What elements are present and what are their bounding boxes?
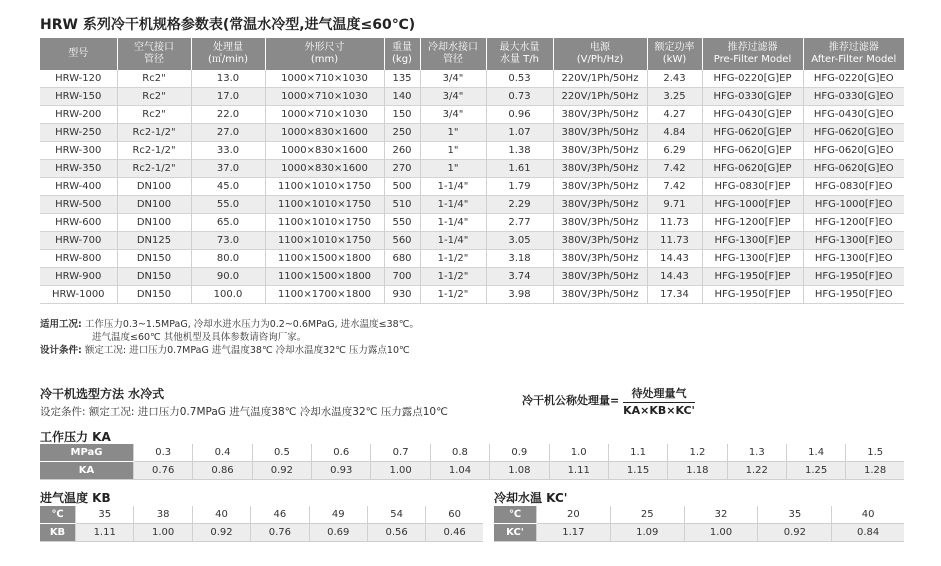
table-cell: 1" xyxy=(420,142,486,160)
ka-value-cell: 0.92 xyxy=(252,462,311,480)
table-cell: 3/4" xyxy=(420,88,486,106)
table-cell: 1-1/2" xyxy=(420,268,486,286)
table-cell: 2.43 xyxy=(647,70,702,88)
ka-value-cell: 0.93 xyxy=(312,462,371,480)
table-cell: Rc2" xyxy=(117,70,191,88)
table-row xyxy=(40,160,904,178)
table-cell: 220V/1Ph/50Hz xyxy=(553,88,647,106)
table-cell: 7.42 xyxy=(647,178,702,196)
kb-value-cell: 0.92 xyxy=(192,524,250,542)
table-cell: HFG-1200[F]EO xyxy=(803,214,904,232)
ka-pressure-cell: 0.7 xyxy=(371,444,430,462)
table-cell: 140 xyxy=(384,88,420,106)
table-cell: HRW-200 xyxy=(55,108,102,120)
table-cell: 380V/3Ph/50Hz xyxy=(553,196,647,214)
table-cell: 11.73 xyxy=(647,214,702,232)
table-cell: 17.0 xyxy=(191,88,265,106)
table-cell: HFG-0620[G]EP xyxy=(702,124,803,142)
table-cell: 220V/1Ph/50Hz xyxy=(553,70,647,88)
spec-header-line: Pre-Filter Model xyxy=(713,54,792,65)
table-cell: 9.71 xyxy=(647,196,702,214)
ka-value-cell: 1.28 xyxy=(846,462,904,480)
table-cell: 14.43 xyxy=(647,268,702,286)
ka-pressure-cell: 1.0 xyxy=(549,444,608,462)
ka-pressure-cell: 0.8 xyxy=(430,444,489,462)
kb-temp-cell: 54 xyxy=(367,506,425,524)
table-cell: HFG-0620[G]EO xyxy=(803,142,904,160)
spec-header-cell xyxy=(265,38,384,70)
ka-pressure-cell: 0.3 xyxy=(134,444,193,462)
table-cell: 1.79 xyxy=(486,178,553,196)
kc-value-cell: 0.92 xyxy=(758,524,832,542)
table-cell: HFG-0430[G]EO xyxy=(803,106,904,124)
table-cell: 1000×830×1600 xyxy=(265,160,384,178)
table-cell: 17.34 xyxy=(647,286,702,304)
table-cell: 380V/3Ph/50Hz xyxy=(553,214,647,232)
formula-denominator: KA×KB×KC' xyxy=(623,404,695,417)
kb-value-cell: 0.69 xyxy=(309,524,367,542)
ka-title: 工作压力 KA xyxy=(40,430,111,444)
kc-value-cell: 0.84 xyxy=(832,524,904,542)
kc-value-cell: 1.17 xyxy=(537,524,611,542)
ka-value-cell: 0.76 xyxy=(134,462,193,480)
table-cell: HRW-350 xyxy=(55,162,102,174)
kc-title: 冷却水温 KC' xyxy=(494,491,568,505)
table-row xyxy=(40,250,904,268)
table-cell: 13.0 xyxy=(191,70,265,88)
ka-pressure-cell: 0.6 xyxy=(312,444,371,462)
ka-pressure-cell: 1.1 xyxy=(608,444,667,462)
table-cell: 0.96 xyxy=(486,106,553,124)
table-cell: HRW-150 xyxy=(55,90,102,102)
table-cell: 680 xyxy=(384,250,420,268)
table-cell: 260 xyxy=(384,142,420,160)
table-cell: 1000×830×1600 xyxy=(265,142,384,160)
spec-header-cell xyxy=(191,38,265,70)
table-cell: HFG-0830[F]EO xyxy=(803,178,904,196)
table-cell: 2.29 xyxy=(486,196,553,214)
table-cell: 1100×1010×1750 xyxy=(265,232,384,250)
table-cell: HRW-800 xyxy=(55,252,102,264)
table-cell: 100.0 xyxy=(191,286,265,304)
table-cell: DN125 xyxy=(117,232,191,250)
kc-temp-cell: 25 xyxy=(610,506,684,524)
kb-value-cell: 0.46 xyxy=(426,524,483,542)
spec-header-line: 最大水量 xyxy=(499,42,540,53)
table-cell: HFG-1300[F]EO xyxy=(803,232,904,250)
table-cell: 3/4" xyxy=(420,106,486,124)
table-cell: 380V/3Ph/50Hz xyxy=(553,232,647,250)
spec-header-cell xyxy=(486,38,553,70)
table-cell: HFG-1300[F]EP xyxy=(702,250,803,268)
kc-temp-cell: 32 xyxy=(684,506,758,524)
table-cell: 380V/3Ph/50Hz xyxy=(553,160,647,178)
spec-header-cell xyxy=(553,38,647,70)
table-row xyxy=(40,286,904,304)
spec-header-cell xyxy=(647,38,702,70)
kc-row2-label: KC' xyxy=(494,524,537,542)
table-cell: 1.61 xyxy=(486,160,553,178)
working-conditions-label: 适用工况: xyxy=(40,319,82,330)
spec-header-line: (kg) xyxy=(392,54,412,65)
table-cell: Rc2" xyxy=(117,106,191,124)
kb-value-cell: 0.76 xyxy=(251,524,309,542)
ka-value-cell: 1.18 xyxy=(668,462,727,480)
ka-table xyxy=(40,444,904,480)
kb-row1-label: ℃ xyxy=(40,506,76,524)
table-cell: 250 xyxy=(384,124,420,142)
spec-header-line: (mm) xyxy=(310,54,339,65)
spec-header-cell xyxy=(40,38,117,70)
table-cell: 380V/3Ph/50Hz xyxy=(553,178,647,196)
table-cell: HFG-1000[F]EP xyxy=(702,196,803,214)
table-cell: 1100×1500×1800 xyxy=(265,250,384,268)
ka-pressure-cell: 1.5 xyxy=(846,444,904,462)
spec-header-line: 处理量 xyxy=(213,42,243,53)
formula-numerator: 待处理量气 xyxy=(623,385,695,403)
table-cell: HFG-1300[F]EP xyxy=(702,232,803,250)
ka-value-cell: 1.04 xyxy=(430,462,489,480)
table-cell: 270 xyxy=(384,160,420,178)
kb-temp-cell: 38 xyxy=(134,506,192,524)
table-cell: HFG-0620[G]EO xyxy=(803,124,904,142)
kb-value-cell: 1.11 xyxy=(76,524,134,542)
kc-temp-cell: 35 xyxy=(758,506,832,524)
table-cell: 3.74 xyxy=(486,268,553,286)
table-cell: 700 xyxy=(384,268,420,286)
kb-temp-cell: 60 xyxy=(426,506,483,524)
table-cell: 80.0 xyxy=(191,250,265,268)
table-cell: 1-1/4" xyxy=(420,214,486,232)
table-cell: DN150 xyxy=(117,268,191,286)
table-cell: DN100 xyxy=(117,196,191,214)
table-row xyxy=(40,232,904,250)
table-row xyxy=(40,196,904,214)
spec-header-line: 推荐过滤器 xyxy=(727,42,778,53)
spec-header-line: 外形尺寸 xyxy=(304,42,345,53)
table-cell: 3.98 xyxy=(486,286,553,304)
ka-value-cell: 0.86 xyxy=(193,462,252,480)
table-cell: 135 xyxy=(384,70,420,88)
table-cell: HFG-0620[G]EP xyxy=(702,160,803,178)
table-row xyxy=(40,142,904,160)
spec-header-line: 管径 xyxy=(144,54,164,65)
kc-table xyxy=(494,506,904,542)
spec-header-line: 管径 xyxy=(443,54,463,65)
ka-pressure-cell: 0.9 xyxy=(490,444,549,462)
table-cell: 380V/3Ph/50Hz xyxy=(553,106,647,124)
table-cell: 65.0 xyxy=(191,214,265,232)
ka-row2-label: KA xyxy=(40,462,134,480)
table-cell: HFG-0620[G]EP xyxy=(702,142,803,160)
spec-header-cell xyxy=(384,38,420,70)
selection-title: 冷干机选型方法 水冷式 xyxy=(40,387,165,401)
table-cell: Rc2" xyxy=(117,88,191,106)
table-cell: 6.29 xyxy=(647,142,702,160)
table-cell: DN150 xyxy=(117,250,191,268)
table-cell: HFG-1950[F]EP xyxy=(702,268,803,286)
ka-pressure-cell: 0.4 xyxy=(193,444,252,462)
spec-header-cell xyxy=(803,38,904,70)
kb-temp-cell: 49 xyxy=(309,506,367,524)
ka-value-cell: 1.25 xyxy=(786,462,845,480)
table-cell: 1000×710×1030 xyxy=(265,88,384,106)
ka-pressure-row xyxy=(40,444,904,462)
kb-value-cell: 1.00 xyxy=(134,524,192,542)
kb-row2-label: KB xyxy=(40,524,76,542)
table-cell: 1-1/2" xyxy=(420,286,486,304)
table-cell: 1100×1700×1800 xyxy=(265,286,384,304)
table-cell: 1100×1500×1800 xyxy=(265,268,384,286)
table-cell: 0.53 xyxy=(486,70,553,88)
table-cell: HRW-700 xyxy=(55,234,102,246)
table-cell: DN100 xyxy=(117,178,191,196)
table-row xyxy=(40,214,904,232)
table-cell: HFG-0830[F]EP xyxy=(702,178,803,196)
table-cell: HFG-0330[G]EP xyxy=(702,88,803,106)
table-cell: 2.77 xyxy=(486,214,553,232)
table-cell: 500 xyxy=(384,178,420,196)
table-cell: 1100×1010×1750 xyxy=(265,178,384,196)
table-cell: HRW-1000 xyxy=(51,288,105,300)
table-cell: 3.18 xyxy=(486,250,553,268)
table-cell: 380V/3Ph/50Hz xyxy=(553,268,647,286)
design-conditions-note xyxy=(40,344,410,357)
kb-value-cell: 0.56 xyxy=(367,524,425,542)
table-cell: 73.0 xyxy=(191,232,265,250)
table-cell: 1.07 xyxy=(486,124,553,142)
table-cell: HRW-400 xyxy=(55,180,102,192)
table-cell: 1000×710×1030 xyxy=(265,70,384,88)
table-row xyxy=(40,124,904,142)
table-cell: HFG-1950[F]EP xyxy=(702,286,803,304)
table-cell: 14.43 xyxy=(647,250,702,268)
ka-value-row xyxy=(40,462,904,480)
spec-header-line: 水量 T/h xyxy=(500,54,539,65)
ka-value-cell: 1.22 xyxy=(727,462,786,480)
kb-temp-row xyxy=(40,506,483,524)
table-cell: 27.0 xyxy=(191,124,265,142)
ka-value-cell: 1.00 xyxy=(371,462,430,480)
table-cell: 0.73 xyxy=(486,88,553,106)
working-conditions-note xyxy=(40,318,419,331)
spec-header-cell xyxy=(702,38,803,70)
spec-header-line: (㎥/min) xyxy=(207,54,249,65)
table-cell: Rc2-1/2" xyxy=(117,160,191,178)
table-cell: 930 xyxy=(384,286,420,304)
table-cell: 1" xyxy=(420,160,486,178)
table-cell: 1000×830×1600 xyxy=(265,124,384,142)
table-cell: 90.0 xyxy=(191,268,265,286)
spec-header-line: 额定功率 xyxy=(654,42,695,53)
kc-value-cell: 1.00 xyxy=(684,524,758,542)
table-cell: HFG-1950[F]EO xyxy=(803,286,904,304)
table-cell: 1.38 xyxy=(486,142,553,160)
design-conditions-label: 设计条件: xyxy=(40,345,82,356)
kb-temp-cell: 40 xyxy=(192,506,250,524)
table-cell: 380V/3Ph/50Hz xyxy=(553,286,647,304)
table-cell: HFG-0220[G]EP xyxy=(702,70,803,88)
kc-temp-row xyxy=(494,506,904,524)
table-row xyxy=(40,268,904,286)
spec-header-line: 电源 xyxy=(590,42,610,53)
table-cell: 4.84 xyxy=(647,124,702,142)
table-cell: 380V/3Ph/50Hz xyxy=(553,250,647,268)
selection-formula xyxy=(522,385,695,417)
spec-header-line: (kW) xyxy=(662,54,687,65)
selection-conditions: 设定条件: 额定工况: 进口压力0.7MPaG 进气温度38℃ 冷却水温度32℃ 压力露点10℃ xyxy=(40,406,448,418)
spec-header-line: 推荐过滤器 xyxy=(828,42,879,53)
table-cell: HRW-900 xyxy=(55,270,102,282)
table-cell: 1-1/4" xyxy=(420,196,486,214)
table-cell: 510 xyxy=(384,196,420,214)
table-cell: HFG-0330[G]EO xyxy=(803,88,904,106)
spec-header-line: (V/Ph/Hz) xyxy=(576,54,624,65)
kb-temp-cell: 46 xyxy=(251,506,309,524)
ka-value-cell: 1.15 xyxy=(608,462,667,480)
kc-value-cell: 1.09 xyxy=(610,524,684,542)
table-cell: 37.0 xyxy=(191,160,265,178)
table-cell: 380V/3Ph/50Hz xyxy=(553,124,647,142)
formula-left: 冷干机公称处理量= xyxy=(522,394,620,407)
kc-temp-cell: 40 xyxy=(832,506,904,524)
table-cell: HFG-1300[F]EO xyxy=(803,250,904,268)
table-cell: 3.05 xyxy=(486,232,553,250)
table-cell: 33.0 xyxy=(191,142,265,160)
table-cell: 45.0 xyxy=(191,178,265,196)
spec-table-body xyxy=(40,70,904,304)
table-cell: HFG-0620[G]EO xyxy=(803,160,904,178)
spec-header-line: After-Filter Model xyxy=(811,54,897,65)
table-cell: 380V/3Ph/50Hz xyxy=(553,142,647,160)
table-cell: HFG-0220[G]EO xyxy=(803,70,904,88)
table-cell: HFG-1200[F]EP xyxy=(702,214,803,232)
spec-table-header xyxy=(40,38,904,70)
page-title: HRW 系列冷干机规格参数表(常温水冷型,进气温度≤60℃) xyxy=(40,17,416,33)
table-cell: DN100 xyxy=(117,214,191,232)
working-conditions-line1: 工作压力0.3~1.5MPaG, 冷却水进水压力为0.2~0.6MPaG, 进水温度≤38℃。 xyxy=(84,319,419,330)
table-cell: 1100×1010×1750 xyxy=(265,196,384,214)
table-cell: 550 xyxy=(384,214,420,232)
table-cell: 1-1/4" xyxy=(420,232,486,250)
table-cell: 3.25 xyxy=(647,88,702,106)
table-cell: 1" xyxy=(420,124,486,142)
table-cell: Rc2-1/2" xyxy=(117,124,191,142)
kb-value-row xyxy=(40,524,483,542)
table-cell: 4.27 xyxy=(647,106,702,124)
spec-header-line: 重量 xyxy=(392,42,412,53)
spec-header-line: 型号 xyxy=(68,48,89,59)
ka-value-cell: 1.08 xyxy=(490,462,549,480)
table-row xyxy=(40,88,904,106)
spec-table xyxy=(40,38,904,304)
table-cell: 150 xyxy=(384,106,420,124)
table-row xyxy=(40,106,904,124)
kc-temp-cell: 20 xyxy=(537,506,611,524)
working-conditions-line2: 进气温度≤60℃ 其他机型及具体参数请咨询厂家。 xyxy=(92,332,307,343)
table-cell: HRW-120 xyxy=(55,72,102,84)
table-cell: HRW-300 xyxy=(55,144,102,156)
ka-pressure-cell: 1.2 xyxy=(668,444,727,462)
spec-header-line: 空气接口 xyxy=(134,42,174,53)
table-cell: HFG-1000[F]EO xyxy=(803,196,904,214)
table-row xyxy=(40,178,904,196)
table-cell: Rc2-1/2" xyxy=(117,142,191,160)
table-cell: HRW-500 xyxy=(55,198,102,210)
ka-row1-label: MPaG xyxy=(40,444,134,462)
table-cell: 3/4" xyxy=(420,70,486,88)
table-cell: 1000×710×1030 xyxy=(265,106,384,124)
spec-header-cell xyxy=(420,38,486,70)
table-cell: HFG-1950[F]EO xyxy=(803,268,904,286)
table-cell: HFG-0430[G]EP xyxy=(702,106,803,124)
ka-pressure-cell: 0.5 xyxy=(252,444,311,462)
table-cell: 1100×1010×1750 xyxy=(265,214,384,232)
ka-pressure-cell: 1.3 xyxy=(727,444,786,462)
table-cell: DN150 xyxy=(117,286,191,304)
table-cell: 55.0 xyxy=(191,196,265,214)
table-cell: 11.73 xyxy=(647,232,702,250)
kb-temp-cell: 35 xyxy=(76,506,134,524)
table-cell: 1-1/2" xyxy=(420,250,486,268)
table-cell: 7.42 xyxy=(647,160,702,178)
spec-header-line: 冷却水接口 xyxy=(428,42,478,53)
formula-fraction xyxy=(623,385,695,417)
design-conditions-text: 额定工况: 进口压力0.7MPaG 进气温度38℃ 冷却水温度32℃ 压力露点10℃ xyxy=(84,345,410,356)
table-cell: 560 xyxy=(384,232,420,250)
kc-value-row xyxy=(494,524,904,542)
table-row xyxy=(40,70,904,88)
table-cell: 22.0 xyxy=(191,106,265,124)
table-cell: HRW-600 xyxy=(55,216,102,228)
ka-value-cell: 1.11 xyxy=(549,462,608,480)
table-cell: 1-1/4" xyxy=(420,178,486,196)
spec-header-cell xyxy=(117,38,191,70)
ka-pressure-cell: 1.4 xyxy=(786,444,845,462)
kc-row1-label: ℃ xyxy=(494,506,537,524)
kb-table xyxy=(40,506,483,542)
kb-title: 进气温度 KB xyxy=(40,491,111,505)
table-cell: HRW-250 xyxy=(55,126,102,138)
